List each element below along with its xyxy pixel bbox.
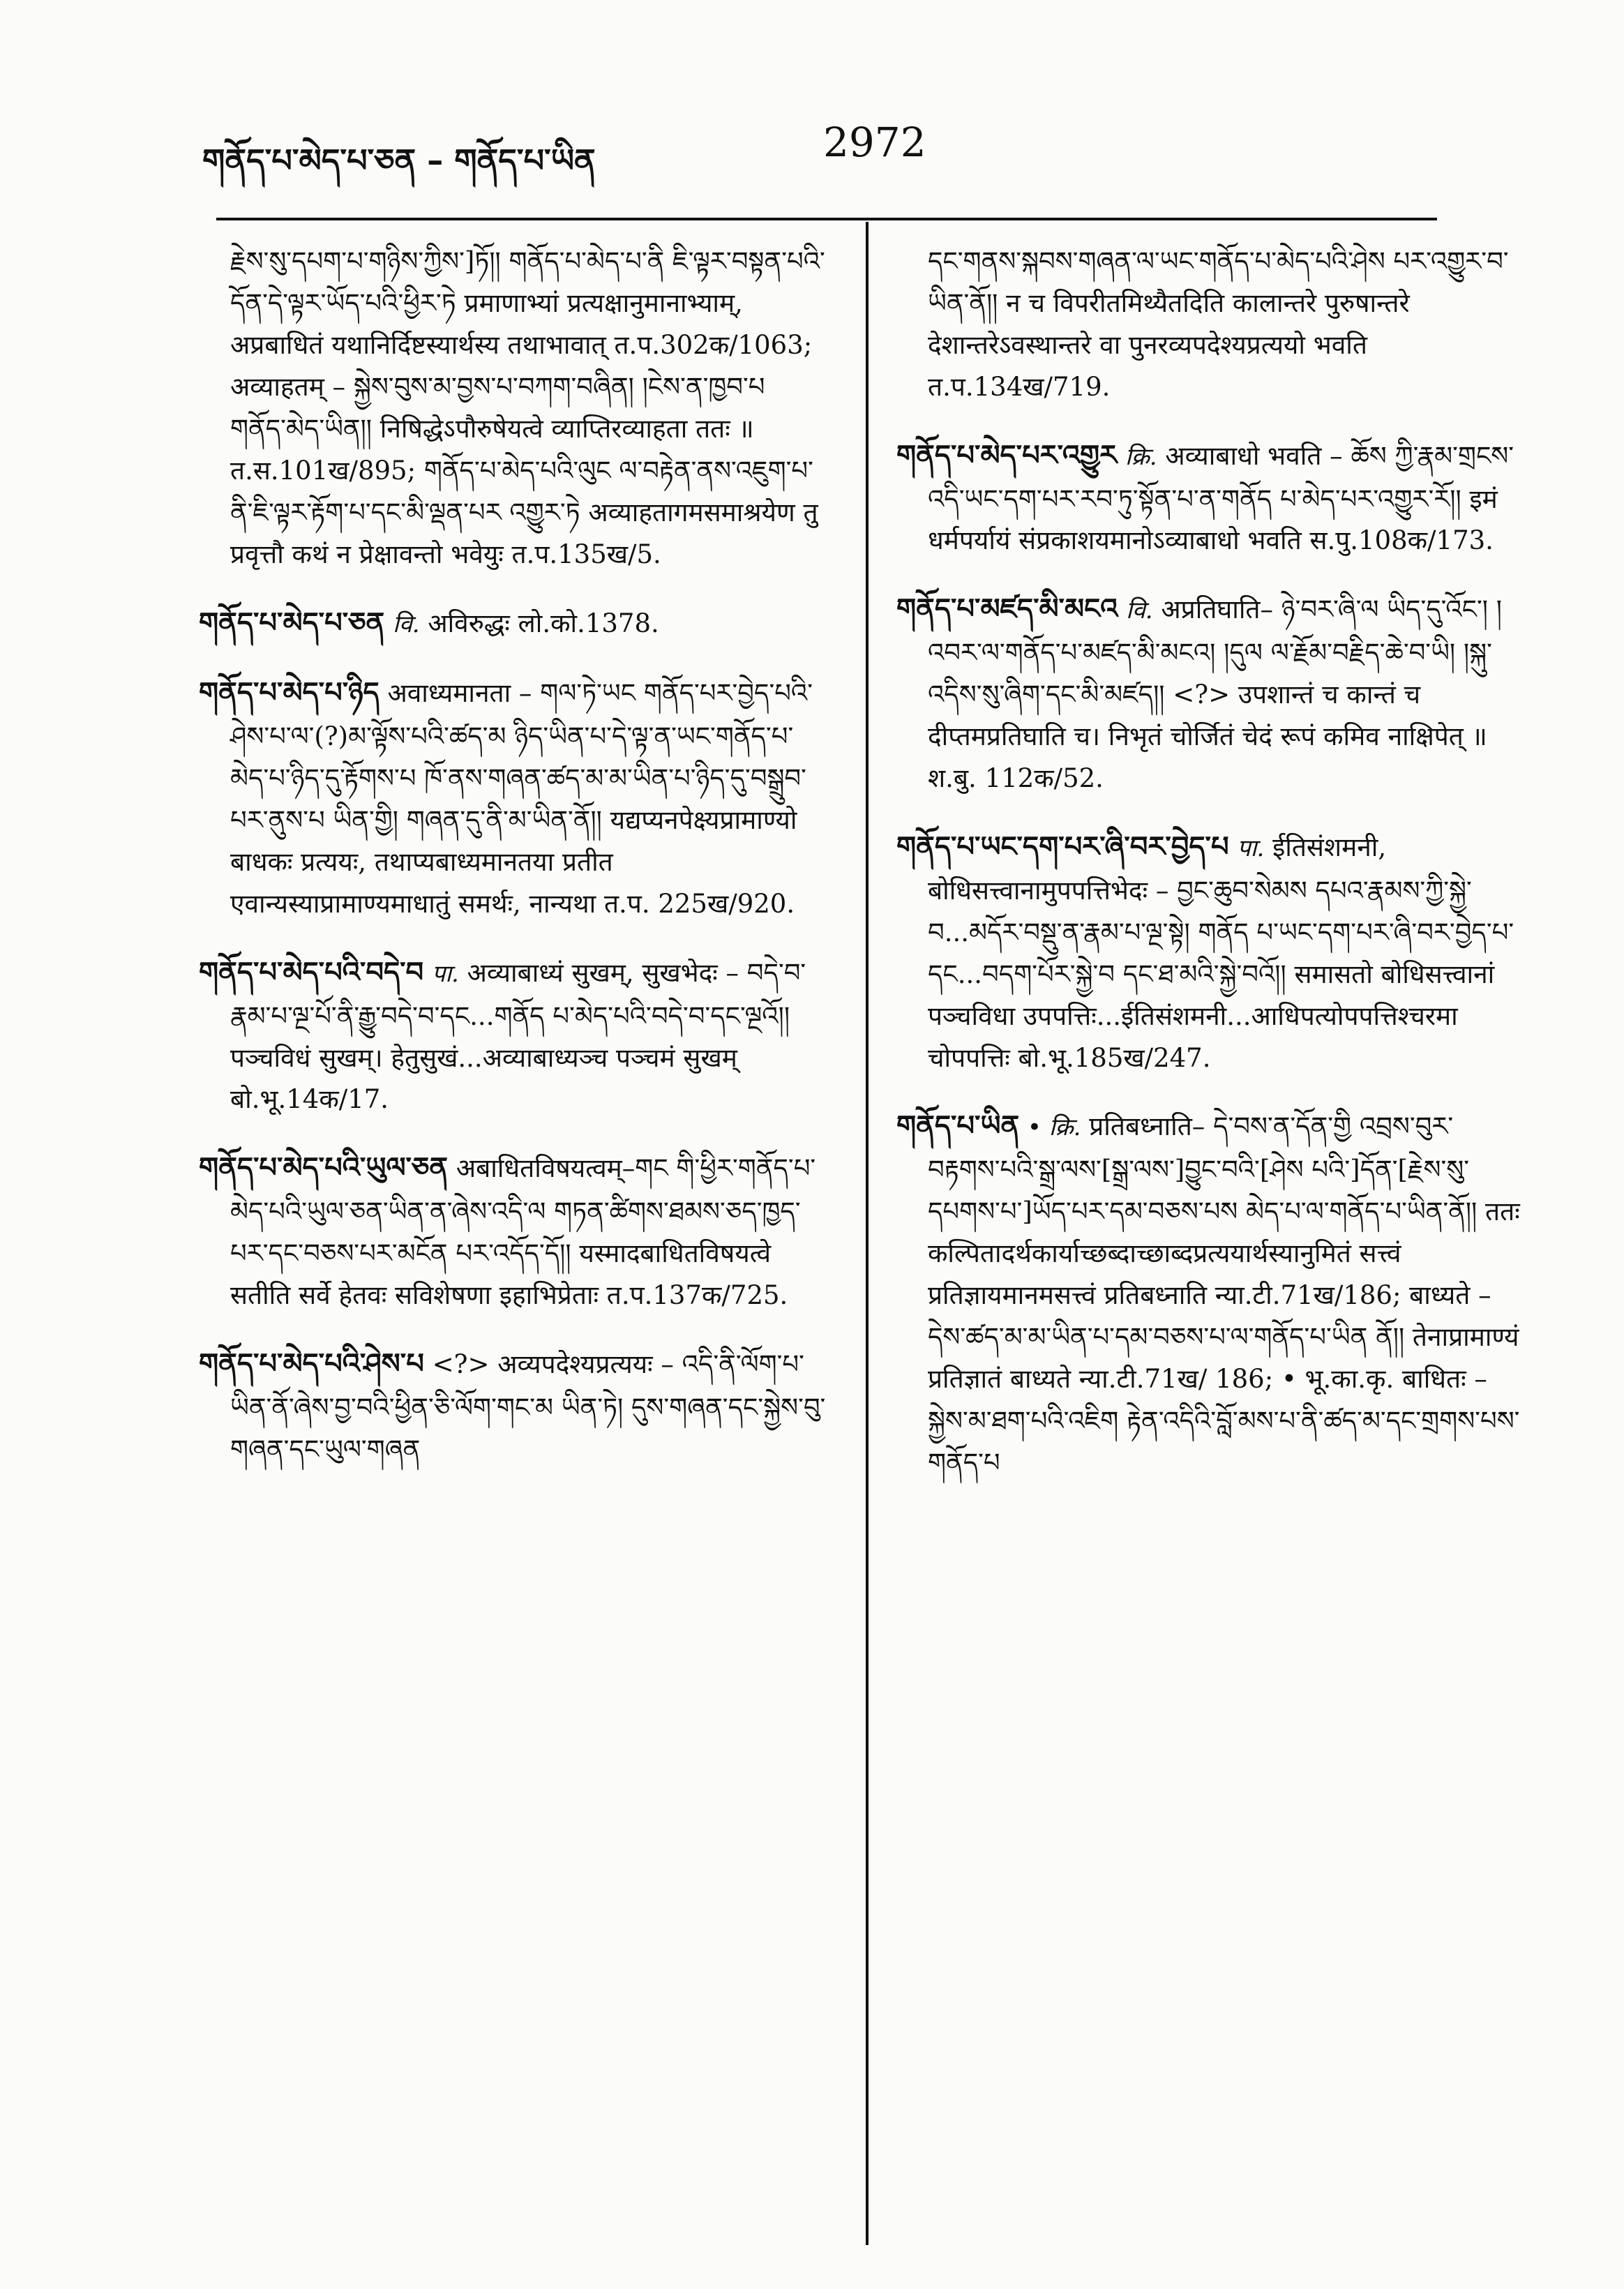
entry-text: अप्रतिघाति– ཉེ་བར་ཞི་ལ ཡིད་དུ་འོང་། །འབར་ལ་གནོད་པ་མཛད་མི་མངའ། །དུལ ལ་རྗོམ་བརྗིད་ཆེ་བ་ཡི། །སྐུ་འདིས་སུ་ཞིག་དང་མི་མཛད།། <?> उपशान्तं च कान्तं च दीप्तमप्रतिघाति च। निभृतं चोर्जितं चेदं रूपं कमिव नाक्षिपेत् ॥ श.बु. 112क/52.: [928, 594, 1502, 794]
dictionary-entry: [896, 433, 1524, 562]
dictionary-entry: [896, 1104, 1524, 1483]
entry-text: ईतिसंशमनी, बोधिसत्त्वानामुपपत्तिभेदः – བྱང་ཆུབ་སེམས དཔའ་རྣམས་ཀྱི་སྐྱེ་བ...མདོར་བསྡུ་ན་རྣམ་པ་ལྔ་སྟེ། གནོད པ་ཡང་དག་པར་ཞི་བར་བྱེད་པ་དང...བདག་པོར་སྐྱེ་བ དང་ཐ་མའི་སྐྱེ་བའོ།། समासतो बोधिसत्त्वानां पञ्चविधा उपपत्तिः...ईतिसंशमनी...आधिपत्योपपत्तिश्चरमा चोपपत्तिः बो.भू.185ख/247.: [928, 832, 1514, 1073]
dictionary-entry: [199, 670, 827, 924]
dictionary-entry: [199, 950, 827, 1121]
dictionary-entry: [896, 825, 1524, 1079]
headword: གནོད་པ་མེད་པ་ཅན: [199, 606, 385, 639]
grammar-tag: पा.: [1237, 834, 1265, 862]
entry-continuation: རྗེས་སུ་དཔག་པ་གཉིས་ཀྱིས་]ཏོ།། གནོད་པ་མེད་པ་ནི ཇི་ལྟར་བསྟན་པའི་དོན་དེ་ལྟར་ཡོད་པའི་ཕྱིར་ཏེ प्रमाणाभ्यां प्रत्यक्षानुमानाभ्याम्, अप्रबाधितं यथानिर्दिष्टस्यार्थस्य तथाभावात् त.प.302क/1063; अव्याहतम् – སྐྱེས་བུས་མ་བྱས་པ་བཀག་བཞིན། །ངེས་ན་ཁྱབ་པ གནོད་མེད་ཡིན།། निषिद्धेऽपौरुषेयत्वे व्याप्तिरव्याहता ततः ॥ त.स.101ख/895; གནོད་པ་མེད་པའི་ལུང ལ་བརྟེན་ནས་འཇུག་པ་ནི་ཇི་ལྟར་རྟོག་པ་དང་མི་ལྡན་པར འགྱུར་ཏེ अव्याहतागमसमाश्रयेण तु प्रवृत्तौ कथं न प्रेक्षावन्तो भवेयुः त.प.135ख/5.: [230, 246, 825, 569]
headword: གནོད་པ་མཛད་མི་མངའ: [896, 593, 1118, 626]
entry-text: अवाध्यमानता – གལ་ཏེ་ཡང གནོད་པར་བྱེད་པའི་ཤེས་པ་ལ་(?)མ་ལྟོས་པའི་ཚད་མ ཉིད་ཡིན་པ་དེ་ལྟ་ན་ཡང་གནོད་པ་མེད་པ་ཉིད་དུ་རྟོགས་པ ཁོ་ནས་གཞན་ཚད་མ་མ་ཡིན་པ་ཉིད་དུ་བསྒྲུབ་པར་ནུས་པ ཡིན་གྱི། གཞན་དུ་ནི་མ་ཡིན་ནོ།། यद्यप्यनपेक्ष्यप्रामाण्यो बाधकः प्रत्ययः, तथाप्यबाध्यमानतया प्रतीत एवान्यस्याप्रामाण्यमाधातुं समर्थः, नान्यथा त.प. 225ख/920.: [230, 678, 813, 919]
headword: གནོད་པ་མེད་པའི་ཡུལ་ཅན: [199, 1152, 449, 1185]
grammar-tag: • क्रि.: [1027, 1113, 1081, 1142]
page-header: [202, 119, 1444, 181]
headword: གནོད་པ་མེད་པར་འགྱུར: [896, 439, 1118, 472]
header-rule: [216, 218, 1437, 220]
entry-text: अविरुद्धः लो.को.1378.: [428, 608, 659, 638]
grammar-tag: वि.: [1126, 596, 1153, 625]
dictionary-entry: [199, 1342, 827, 1471]
grammar-tag: पा.: [431, 959, 459, 988]
entry-continuation: དང་གནས་སྐབས་གཞན་ལ་ཡང་གནོད་པ་མེད་པའི་ཤེས པར་འགྱུར་བ་ཡིན་ནོ།། न च विपरीतमिथ्यैतदिति कालान्तरे पुरुषान्तरे देशान्तरेऽवस्थान्तरे वा पुनरव्यपदेश्यप्रत्ययो भवति त.प.134ख/719.: [928, 246, 1509, 402]
grammar-tag: क्रि.: [1125, 442, 1157, 471]
entry-text: <?> अव्यपदेश्यप्रत्ययः – འདི་ནི་ལོག་པ་ཡིན་ནོ་ཞེས་བྱ་བའི་ཕྱིན་ཅི་ལོག་གང་མ ཡིན་ཏེ། དུས་གཞན་དང་སྐྱེས་བུ་གཞན་དང་ཡུལ་གཞན: [230, 1349, 826, 1464]
headword: གནོད་པ་མེད་པ་ཉིད: [199, 677, 379, 710]
dictionary-entry: [199, 1146, 827, 1316]
entry-text: प्रतिबध्नाति– དེ་བས་ན་དོན་གྱི འབྲས་བུར་བརྟགས་པའི་སྒྲ་ལས་[སྒྲ་ལས་]བྱུང་བའི་[ཤེས པའི་]དོན་[རྗེས་སུ་དཔགས་པ་]ཡོད་པར་དམ་བཅས་པས མེད་པ་ལ་གནོད་པ་ཡིན་ནོ།། ततः कल्पितादर्थकार्याच्छब्दाच्छाब्दप्रत्ययार्थस्यानुमितं सत्त्वं प्रतिज्ञायमानमसत्त्वं प्रतिबध्नाति न्या.टी.71ख/186; बाध्यते – དེས་ཚད་མ་མ་ཡིན་པ་དམ་བཅས་པ་ལ་གནོད་པ་ཡིན ནོ།། तेनाप्रामाण्यं प्रतिज्ञातं बाध्यते न्या.टी.71ख/ 186; • भू.का.कृ. बाधितः – སྐྱེས་མ་ཐག་པའི་འཇིག རྟེན་འདིའི་བློ་མས་པ་ནི་ཚད་མ་དང་གྲགས་པས་གནོད་པ: [928, 1111, 1520, 1478]
headword: གནོད་པ་ཡིན: [896, 1110, 1020, 1143]
dictionary-entry: [199, 601, 827, 646]
dictionary-entry: [896, 587, 1524, 800]
entry-text: अव्याबाध्यं सुखम्, सुखभेदः – བདེ་བ་རྣམ་པ་ལྔ་པོ་ནི་རྒྱུ་བདེ་བ་དང...གནོད པ་མེད་པའི་བདེ་བ་དང་ལྔའོ།། पञ्चविधं सुखम्। हेतुसुखं...अव्याबाध्यञ्च पञ्चमं सुखम् बो.भू.14क/17.: [230, 957, 806, 1115]
headword: གནོད་པ་མེད་པའི་བདེ་བ: [199, 956, 424, 989]
headword: གནོད་པ་ཡང་དག་པར་ཞི་བར་བྱེད་པ: [896, 830, 1229, 863]
page-number: 2972: [823, 119, 926, 166]
entry-text: अव्याबाधो भवति – ཆོས ཀྱི་རྣམ་གྲངས་འདི་ཡང་དག་པར་རབ་ཏུ་སྟོན་པ་ན་གནོད པ་མེད་པར་འགྱུར་རོ།། इमं धर्मपर्यायं संप्रकाशयमानोऽव्याबाधो भवति स.पु.108क/173.: [928, 440, 1514, 556]
entry-text: अबाधितविषयत्वम्–གང གི་ཕྱིར་གནོད་པ་མེད་པའི་ཡུལ་ཅན་ཡིན་ན་ཞེས་འདི་ལ གཏན་ཚིགས་ཐམས་ཅད་ཁྱད་པར་དང་བཅས་པར་མངོན པར་འདོད་དོ།། यस्मादबाधितविषयत्वे सतीति सर्वे हेतवः सविशेषणा इहाभिप्रेताः त.प.137क/725.: [230, 1153, 816, 1311]
headword: གནོད་པ་མེད་པའི་ཤེས་པ: [199, 1348, 424, 1380]
column-divider: [866, 222, 869, 2245]
right-column: [896, 241, 1524, 1509]
running-header-title: གནོད་པ་མེད་པ་ཅན – གནོད་པ་ཡིན: [202, 142, 596, 179]
left-column: [199, 241, 827, 1496]
grammar-tag: वि.: [393, 610, 420, 638]
